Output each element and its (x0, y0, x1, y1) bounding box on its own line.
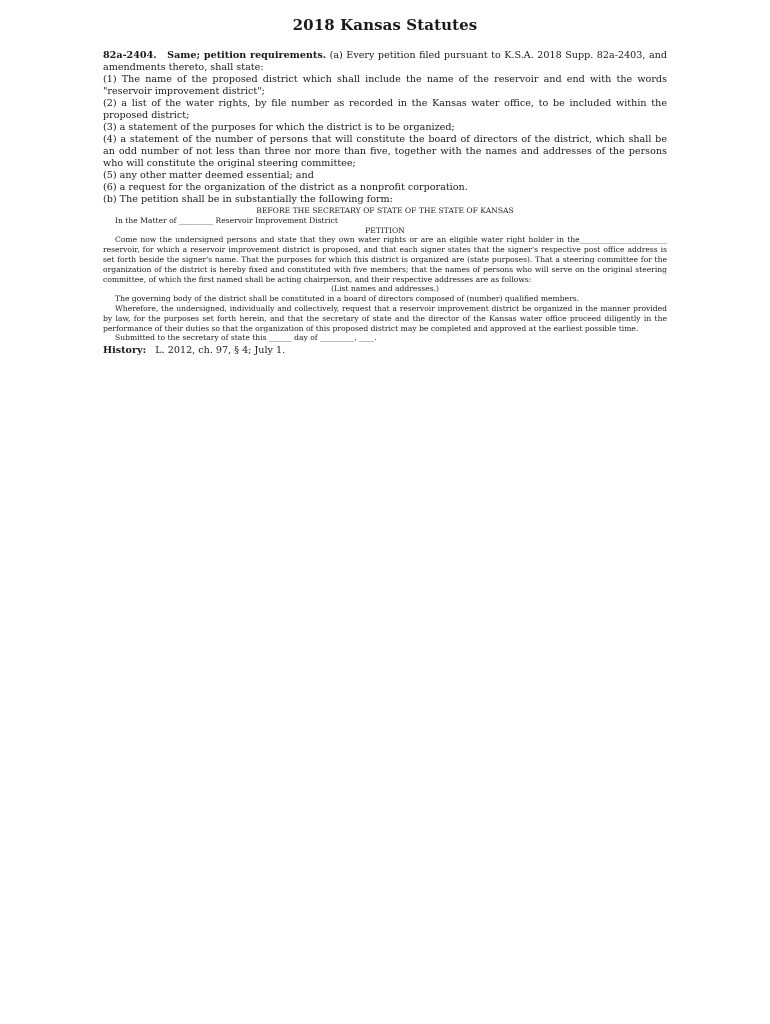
section-item: (1) The name of the proposed district which shall include the name of the reservoir and end with the words "reservoir improvement district"; (103, 74, 667, 97)
petition-body: Come now the undersigned persons and state that they own water rights or are an eligible water right holder in the_______________________ reservoir, for which a reservoir improvement district is proposed, and that each signer states that the signer's respective post office address is set forth beside the signer's name. That the purposes for which this district is organized are (state purposes). That a steering committee for the organization of the district is hereby fixed and constituted with five members; that the names of persons who will serve on the original steering committee, of which the first named shall be acting chairperson, and their respective addresses are as follows: (103, 235, 667, 284)
governing-body-text: The governing body of the district shall be constituted in a board of directors composed of (number) qualified members. (115, 294, 580, 304)
page-title: 2018 Kansas Statutes (292, 16, 478, 34)
form-matter: In the Matter of _________ Reservoir Improvement District (115, 215, 338, 225)
petition-form (103, 206, 667, 343)
section-item: (b) The petition shall be in substantially the following form: (103, 194, 393, 205)
history-line (103, 344, 667, 358)
submitted-text: Submitted to the secretary of state this ______ day of _________, ____. (115, 333, 377, 343)
history-label: History: (103, 345, 147, 357)
form-heading: BEFORE THE SECRETARY OF STATE OF THE STATE OF KANSAS (256, 206, 514, 215)
section-intro (103, 50, 667, 74)
section-item: (6) a request for the organization of the district as a nonprofit corporation. (103, 182, 468, 193)
list-note: (List names and addresses.) (331, 284, 439, 294)
petition-title: PETITION (365, 225, 405, 235)
section-item: (2) a list of the water rights, by file number as recorded in the Kansas water office, to be included within the proposed district; (103, 98, 667, 121)
section-intro-text: (a) Every petition filed pursuant to K.S.A. 2018 Supp. 82a-2403, and amendments thereto, shall state: (103, 50, 667, 73)
section-number: 82a-2404. (103, 50, 157, 61)
wherefore-text: Wherefore, the undersigned, individually and collectively, request that a reservoir improvement district be organized in the manner provided by law, for the purposes set forth herein, and that the secretary of state and the director of the Kansas water office proceed diligently in the performance of their duties so that the organization of this proposed district may be completed and approved at the earliest possible time. (103, 303, 667, 333)
section-item: (4) a statement of the number of persons that will constitute the board of directors of the district, which shall be an odd number of not less than three nor more than five, together with the names and addresses of the persons who will constitute the original steering committee; (103, 134, 667, 169)
statute-section (103, 50, 667, 206)
history-text: L. 2012, ch. 97, § 4; July 1. (155, 345, 286, 357)
section-item: (3) a statement of the purposes for which the district is to be organized; (103, 122, 455, 133)
section-item: (5) any other matter deemed essential; and (103, 170, 314, 181)
statute-page (103, 14, 667, 358)
section-heading: Same; petition requirements. (167, 50, 327, 61)
